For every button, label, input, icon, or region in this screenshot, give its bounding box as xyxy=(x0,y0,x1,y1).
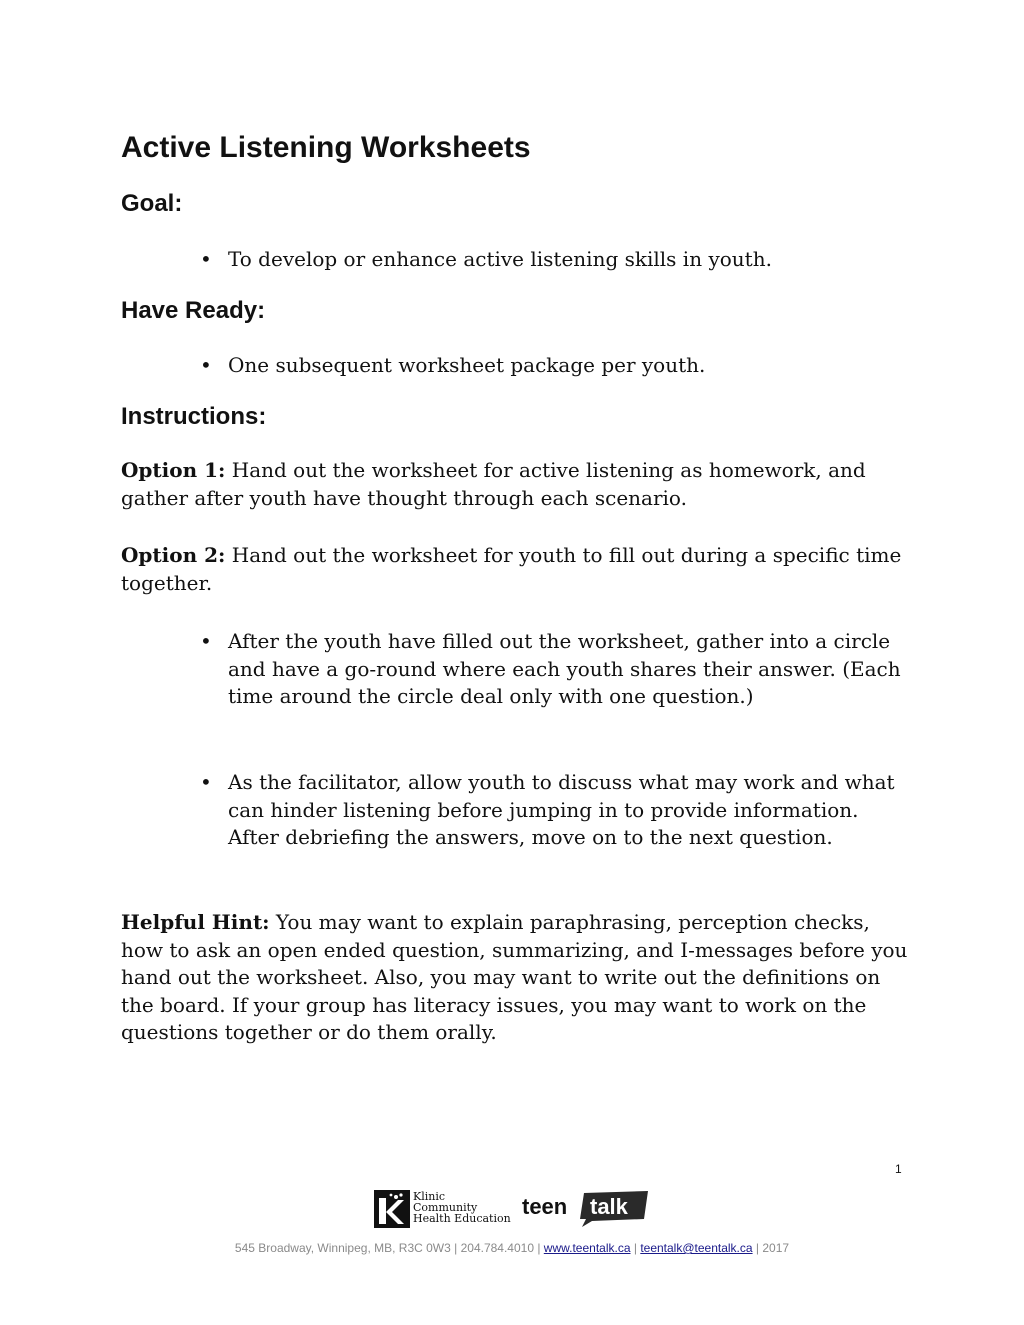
footer: 545 Broadway, Winnipeg, MB, R3C 0W3 | 204.784.4010 | www.teentalk.ca | teentalk@teentalk.ca | 2017 xyxy=(234,1241,790,1255)
helpful-hint-paragraph xyxy=(121,909,911,1047)
bullet-icon: • xyxy=(200,353,212,377)
option-2-label: Option 2: xyxy=(121,543,226,567)
footer-website-link[interactable]: www.teentalk.ca xyxy=(543,1241,631,1255)
instruction-bullet-2 xyxy=(200,769,910,852)
klinic-logo-text: Klinic Community Health Education xyxy=(413,1190,511,1225)
goal-heading: Goal: xyxy=(121,190,183,217)
instruction-bullet-1-text: After the youth have filled out the worksheet, gather into a circle and have a go-round where each youth shares their answer. (Each time around the circle deal only with one question.) xyxy=(228,629,901,708)
option-2-paragraph xyxy=(121,542,911,597)
helpful-hint-label: Helpful Hint: xyxy=(121,910,270,934)
goal-bullet-text: To develop or enhance active listening skills in youth. xyxy=(228,247,772,271)
teen-talk-logo-talk: talk xyxy=(590,1194,628,1219)
option-1-label: Option 1: xyxy=(121,458,226,482)
klinic-logo-icon xyxy=(374,1190,410,1228)
footer-address: 545 Broadway, Winnipeg, MB, R3C 0W3 xyxy=(234,1241,451,1255)
footer-email-link[interactable]: teentalk@teentalk.ca xyxy=(640,1241,753,1255)
footer-phone: 204.784.4010 xyxy=(460,1241,534,1255)
option-1-text: Hand out the worksheet for active listening as homework, and gather after youth have thought through each scenario. xyxy=(121,458,866,510)
helpful-hint-text: You may want to explain paraphrasing, perception checks, how to ask an open ended question, summarizing, and I-messages before you hand out the worksheet. Also, you may want to write out the definitions on the board. If your group has literacy issues, you may want to work on the questions together or do them orally. xyxy=(121,910,908,1044)
bullet-icon: • xyxy=(200,247,212,271)
bullet-icon: • xyxy=(200,629,212,653)
have-ready-heading: Have Ready: xyxy=(121,297,266,324)
instruction-bullet-1 xyxy=(200,628,910,711)
footer-year: 2017 xyxy=(762,1241,790,1255)
option-2-text: Hand out the worksheet for youth to fill out during a specific time together. xyxy=(121,543,902,595)
page-number: 1 xyxy=(895,1162,902,1176)
page-title: Active Listening Worksheets xyxy=(121,131,531,164)
instructions-heading: Instructions: xyxy=(121,403,267,430)
bullet-icon: • xyxy=(200,770,212,794)
instruction-bullet-2-text: As the facilitator, allow youth to discuss what may work and what can hinder listening before jumping in to provide information. After debriefing the answers, move on to the next question. xyxy=(228,770,895,849)
option-1-paragraph xyxy=(121,457,911,512)
teen-talk-logo-teen: teen xyxy=(522,1194,568,1219)
have-ready-bullet-text: One subsequent worksheet package per youth. xyxy=(228,353,706,377)
